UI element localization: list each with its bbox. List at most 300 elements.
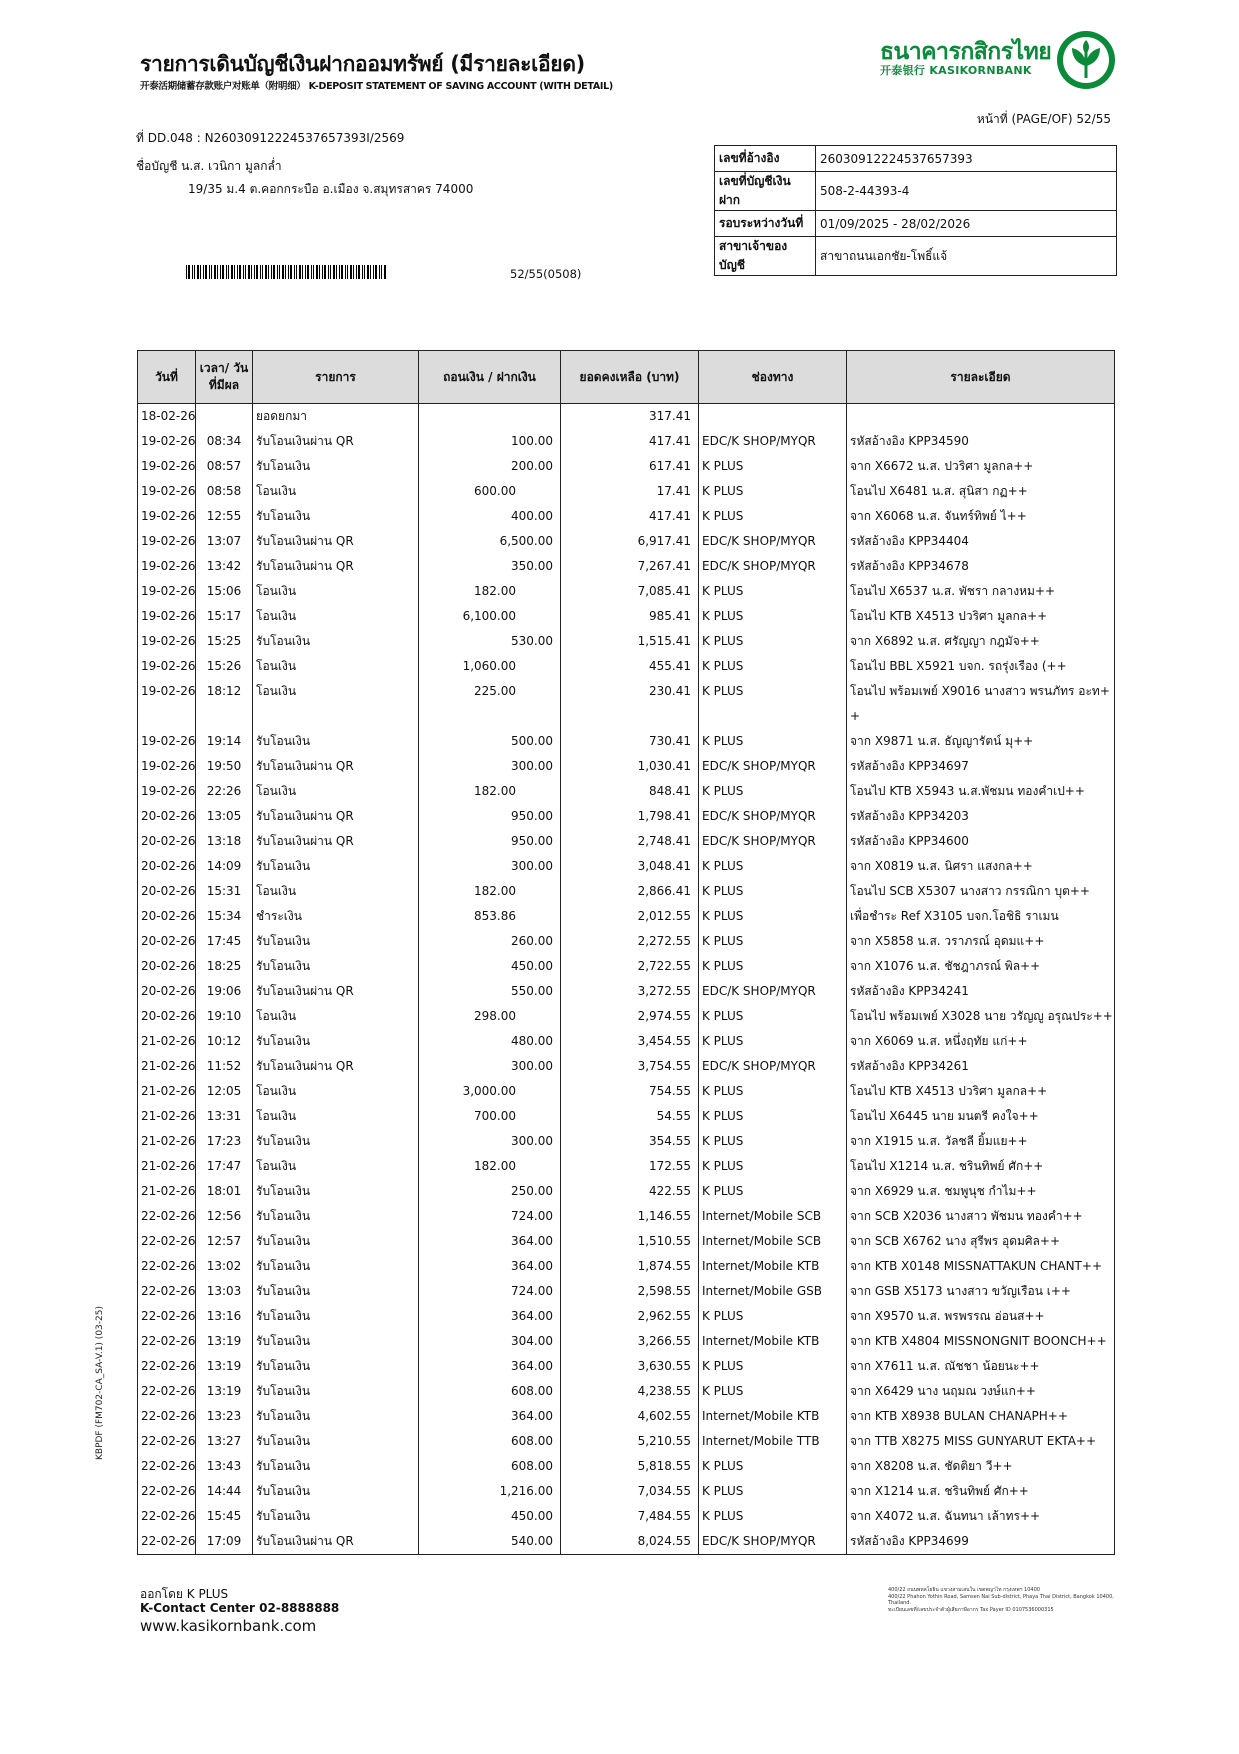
cell-date: 19-02-26 [138, 604, 196, 629]
cell-deposit: 1,216.00 [499, 1484, 553, 1498]
cell-balance: 3,754.55 [561, 1054, 699, 1079]
cell-date: 22-02-26 [138, 1204, 196, 1229]
cell-item: ยอดยกมา [253, 404, 419, 430]
cell-detail: จาก X1214 น.ส. ชรินทิพย์ ศัก++ [847, 1479, 1115, 1504]
cell-detail: โอนไป X6537 น.ส. พัชรา กลางหม++ [847, 579, 1115, 604]
cell-detail: รหัสอ้างอิง KPP34678 [847, 554, 1115, 579]
cell-deposit: 450.00 [511, 959, 553, 973]
cell-date: 22-02-26 [138, 1504, 196, 1529]
cell-item: ชำระเงิน [253, 904, 419, 929]
cell-channel: EDC/K SHOP/MYQR [699, 1054, 847, 1079]
cell-date: 22-02-26 [138, 1529, 196, 1555]
cell-date: 21-02-26 [138, 1029, 196, 1054]
table-row [138, 454, 1115, 479]
cell-deposit: 550.00 [511, 984, 553, 998]
cell-date: 18-02-26 [138, 404, 196, 430]
cell-balance: 17.41 [561, 479, 699, 504]
cell-amount [419, 1479, 561, 1504]
table-row [138, 1254, 1115, 1279]
cell-deposit: 480.00 [511, 1034, 553, 1048]
cell-balance: 730.41 [561, 729, 699, 754]
cell-channel [699, 404, 847, 430]
transactions-table [137, 350, 1115, 1555]
cell-time: 18:25 [196, 954, 253, 979]
cell-date: 22-02-26 [138, 1354, 196, 1379]
cell-amount [419, 804, 561, 829]
cell-time: 13:27 [196, 1429, 253, 1454]
cell-channel: K PLUS [699, 1004, 847, 1029]
col-item-header: รายการ [253, 351, 419, 404]
cell-balance: 8,024.55 [561, 1529, 699, 1555]
cell-channel: Internet/Mobile SCB [699, 1229, 847, 1254]
cell-amount [419, 1429, 561, 1454]
cell-deposit: 300.00 [511, 1134, 553, 1148]
cell-item: รับโอนเงิน [253, 1454, 419, 1479]
cell-withdraw: 182.00 [474, 584, 516, 598]
cell-balance: 1,146.55 [561, 1204, 699, 1229]
table-row [138, 754, 1115, 779]
cell-time: 18:01 [196, 1179, 253, 1204]
website: www.kasikornbank.com [140, 1617, 317, 1635]
cell-amount [419, 1229, 561, 1254]
cell-balance: 2,272.55 [561, 929, 699, 954]
cell-item: รับโอนเงิน [253, 1129, 419, 1154]
cell-withdraw: 3,000.00 [462, 1084, 516, 1098]
cell-amount [419, 1454, 561, 1479]
table-row [138, 954, 1115, 979]
table-row [138, 1429, 1115, 1454]
cell-deposit: 500.00 [511, 734, 553, 748]
barcode [186, 265, 388, 279]
cell-balance: 1,510.55 [561, 1229, 699, 1254]
cell-channel: K PLUS [699, 1304, 847, 1329]
cell-channel: K PLUS [699, 1154, 847, 1179]
cell-time: 08:34 [196, 429, 253, 454]
cell-deposit: 350.00 [511, 559, 553, 573]
cell-time: 19:06 [196, 979, 253, 1004]
cell-balance: 417.41 [561, 429, 699, 454]
cell-item: รับโอนเงิน [253, 1179, 419, 1204]
bank-name-en: 开泰银行 KASIKORNBANK [880, 64, 1032, 77]
cell-time: 13:43 [196, 1454, 253, 1479]
cell-deposit: 250.00 [511, 1184, 553, 1198]
table-row [138, 829, 1115, 854]
cell-time: 15:06 [196, 579, 253, 604]
cell-amount [419, 779, 561, 804]
table-row [138, 1454, 1115, 1479]
cell-item: โอนเงิน [253, 779, 419, 804]
cell-date: 20-02-26 [138, 954, 196, 979]
cell-detail: จาก X9570 น.ส. พรพรรณ อ่อนส++ [847, 1304, 1115, 1329]
cell-deposit: 530.00 [511, 634, 553, 648]
cell-amount [419, 654, 561, 679]
cell-amount [419, 979, 561, 1004]
cell-detail: จาก X6429 นาง นฤมณ วงษ์แก++ [847, 1379, 1115, 1404]
cell-balance: 7,484.55 [561, 1504, 699, 1529]
cell-detail: จาก SCB X2036 นางสาว พัชมน ทองคำ++ [847, 1204, 1115, 1229]
cell-channel: K PLUS [699, 954, 847, 979]
cell-channel: K PLUS [699, 729, 847, 754]
cell-channel: EDC/K SHOP/MYQR [699, 804, 847, 829]
cell-channel: K PLUS [699, 454, 847, 479]
cell-item: โอนเงิน [253, 654, 419, 679]
cell-date: 22-02-26 [138, 1279, 196, 1304]
cell-item: รับโอนเงิน [253, 629, 419, 654]
cell-deposit: 450.00 [511, 1509, 553, 1523]
cell-time: 19:14 [196, 729, 253, 754]
cell-time: 13:05 [196, 804, 253, 829]
table-row [138, 1054, 1115, 1079]
cell-balance: 7,267.41 [561, 554, 699, 579]
cell-item: รับโอนเงิน [253, 1204, 419, 1229]
cell-detail: รหัสอ้างอิง KPP34203 [847, 804, 1115, 829]
cell-balance: 3,454.55 [561, 1029, 699, 1054]
cell-balance: 455.41 [561, 654, 699, 679]
cell-balance: 1,515.41 [561, 629, 699, 654]
cell-detail: จาก X6069 น.ส. หนึ่งฤทัย แก่++ [847, 1029, 1115, 1054]
table-row [138, 1029, 1115, 1054]
cell-amount [419, 579, 561, 604]
branch-value: สาขาถนนเอกชัย-โพธิ์แจ้ [816, 237, 1117, 276]
cell-time: 12:55 [196, 504, 253, 529]
cell-amount [419, 1254, 561, 1279]
cell-balance: 3,048.41 [561, 854, 699, 879]
cell-channel: K PLUS [699, 1029, 847, 1054]
cell-detail: จาก KTB X0148 MISSNATTAKUN CHANT++ [847, 1254, 1115, 1279]
cell-date: 19-02-26 [138, 679, 196, 729]
cell-date: 21-02-26 [138, 1154, 196, 1179]
table-row [138, 904, 1115, 929]
cell-deposit: 608.00 [511, 1459, 553, 1473]
cell-channel: EDC/K SHOP/MYQR [699, 979, 847, 1004]
cell-item: รับโอนเงิน [253, 1254, 419, 1279]
cell-date: 19-02-26 [138, 479, 196, 504]
cell-withdraw: 853.86 [474, 909, 516, 923]
table-row [138, 879, 1115, 904]
cell-balance: 230.41 [561, 679, 699, 729]
cell-amount [419, 954, 561, 979]
table-row [138, 1104, 1115, 1129]
cell-withdraw: 1,060.00 [462, 659, 516, 673]
cell-date: 21-02-26 [138, 1129, 196, 1154]
cell-channel: K PLUS [699, 604, 847, 629]
cell-deposit: 608.00 [511, 1384, 553, 1398]
cell-item: รับโอนเงิน [253, 729, 419, 754]
table-row [138, 429, 1115, 454]
cell-date: 20-02-26 [138, 904, 196, 929]
cell-deposit: 364.00 [511, 1309, 553, 1323]
kasikornbank-logo-icon [1056, 30, 1116, 90]
cell-item: รับโอนเงิน [253, 854, 419, 879]
cell-detail: จาก X6892 น.ส. ศรัญญา กฎมัจ++ [847, 629, 1115, 654]
cell-deposit: 364.00 [511, 1234, 553, 1248]
cell-detail: โอนไป KTB X5943 น.ส.พัชมน ทองคำเป++ [847, 779, 1115, 804]
cell-channel: K PLUS [699, 1079, 847, 1104]
cell-withdraw: 182.00 [474, 1159, 516, 1173]
cell-balance: 5,818.55 [561, 1454, 699, 1479]
cell-detail: จาก SCB X6762 นาง สุรีพร อุดมศิล++ [847, 1229, 1115, 1254]
bank-address-small-print [888, 1587, 1118, 1613]
cell-amount [419, 1129, 561, 1154]
document-number: ที่ DD.048 : N26030912224537657393I/2569 [136, 131, 405, 145]
cell-date: 19-02-26 [138, 729, 196, 754]
cell-amount [419, 1004, 561, 1029]
period-value: 01/09/2025 - 28/02/2026 [816, 211, 1117, 237]
cell-channel: K PLUS [699, 629, 847, 654]
cell-item: โอนเงิน [253, 604, 419, 629]
cell-deposit: 300.00 [511, 859, 553, 873]
cell-amount [419, 1029, 561, 1054]
cell-item: รับโอนเงิน [253, 454, 419, 479]
cell-detail: จาก KTB X4804 MISSNONGNIT BOONCH++ [847, 1329, 1115, 1354]
table-row [138, 729, 1115, 754]
cell-time: 17:47 [196, 1154, 253, 1179]
cell-time: 22:26 [196, 779, 253, 804]
table-row [138, 1304, 1115, 1329]
table-row [138, 1004, 1115, 1029]
cell-deposit: 540.00 [511, 1534, 553, 1548]
cell-item: โอนเงิน [253, 1104, 419, 1129]
cell-channel: K PLUS [699, 479, 847, 504]
table-row [138, 404, 1115, 430]
branch-label: สาขาเจ้าของบัญชี [715, 237, 816, 276]
cell-item: รับโอนเงินผ่าน QR [253, 804, 419, 829]
table-row [138, 929, 1115, 954]
cell-time: 12:56 [196, 1204, 253, 1229]
cell-date: 22-02-26 [138, 1329, 196, 1354]
cell-channel: EDC/K SHOP/MYQR [699, 429, 847, 454]
cell-amount [419, 429, 561, 454]
contact-center: K-Contact Center 02-8888888 [140, 1601, 340, 1615]
cell-amount [419, 404, 561, 430]
cell-detail: รหัสอ้างอิง KPP34241 [847, 979, 1115, 1004]
cell-deposit: 364.00 [511, 1359, 553, 1373]
small-print-line: 400/22 ถนนพหลโยธิน แขวงสามเสนใน เขตพญาไท กรุงเทพฯ 10400 [888, 1587, 1040, 1593]
cell-detail: จาก X6929 น.ส. ชมพูนุช กำไม++ [847, 1179, 1115, 1204]
cell-amount [419, 754, 561, 779]
account-info-box [714, 145, 1117, 276]
table-row [138, 779, 1115, 804]
cell-deposit: 300.00 [511, 759, 553, 773]
cell-time: 13:19 [196, 1379, 253, 1404]
page-indicator: หน้าที่ (PAGE/OF) 52/55 [976, 112, 1111, 126]
cell-date: 22-02-26 [138, 1254, 196, 1279]
cell-date: 22-02-26 [138, 1454, 196, 1479]
cell-withdraw: 298.00 [474, 1009, 516, 1023]
cell-item: รับโอนเงิน [253, 1504, 419, 1529]
cell-detail: จาก X4072 น.ส. ฉันทนา เล้าทร++ [847, 1504, 1115, 1529]
cell-detail: จาก X6068 น.ส. จันทร์ทิพย์ ไ++ [847, 504, 1115, 529]
cell-withdraw: 225.00 [474, 684, 516, 698]
cell-balance: 317.41 [561, 404, 699, 430]
table-row [138, 679, 1115, 729]
cell-withdraw: 600.00 [474, 484, 516, 498]
cell-amount [419, 1079, 561, 1104]
cell-channel: K PLUS [699, 1379, 847, 1404]
cell-item: รับโอนเงิน [253, 1379, 419, 1404]
cell-date: 19-02-26 [138, 629, 196, 654]
cell-channel: EDC/K SHOP/MYQR [699, 1529, 847, 1555]
cell-time: 13:31 [196, 1104, 253, 1129]
cell-time: 15:45 [196, 1504, 253, 1529]
cell-balance: 2,962.55 [561, 1304, 699, 1329]
cell-amount [419, 1279, 561, 1304]
cell-date: 19-02-26 [138, 579, 196, 604]
cell-deposit: 364.00 [511, 1259, 553, 1273]
table-row [138, 554, 1115, 579]
cell-item: รับโอนเงินผ่าน QR [253, 979, 419, 1004]
cell-amount [419, 1204, 561, 1229]
small-print-line: 400/22 Phahon Yothin Road, Samsen Nai Sub-district, Phaya Thai District, Bangkok 10400, Thailand. [888, 1593, 1114, 1606]
cell-date: 20-02-26 [138, 879, 196, 904]
cell-time: 12:05 [196, 1079, 253, 1104]
cell-channel: K PLUS [699, 929, 847, 954]
cell-detail: จาก X5858 น.ส. วราภรณ์ อุดมแ++ [847, 929, 1115, 954]
cell-deposit: 950.00 [511, 834, 553, 848]
cell-date: 20-02-26 [138, 804, 196, 829]
cell-amount [419, 904, 561, 929]
table-row [138, 1129, 1115, 1154]
cell-amount [419, 929, 561, 954]
table-row [138, 1379, 1115, 1404]
cell-balance: 7,085.41 [561, 579, 699, 604]
cell-channel: K PLUS [699, 1354, 847, 1379]
cell-time: 15:26 [196, 654, 253, 679]
cell-detail: จาก X7611 น.ส. ณัชชา น้อยนะ++ [847, 1354, 1115, 1379]
cell-balance: 2,974.55 [561, 1004, 699, 1029]
cell-amount [419, 1354, 561, 1379]
cell-date: 21-02-26 [138, 1054, 196, 1079]
cell-amount [419, 1154, 561, 1179]
statement-subtitle: 开泰活期储蓄存款账户对账单（附明细） K-DEPOSIT STATEMENT OF SAVING ACCOUNT (WITH DETAIL) [140, 81, 613, 92]
cell-channel: K PLUS [699, 1129, 847, 1154]
cell-detail: โอนไป BBL X5921 บจก. รถรุ่งเรือง (++ [847, 654, 1115, 679]
cell-withdraw: 182.00 [474, 884, 516, 898]
account-number-label: เลขที่บัญชีเงินฝาก [715, 172, 816, 211]
cell-date: 22-02-26 [138, 1429, 196, 1454]
cell-time: 19:10 [196, 1004, 253, 1029]
cell-date: 19-02-26 [138, 654, 196, 679]
cell-deposit: 304.00 [511, 1334, 553, 1348]
cell-detail: จาก X0819 น.ส. นิศรา แสงกล++ [847, 854, 1115, 879]
cell-amount [419, 1329, 561, 1354]
cell-channel: K PLUS [699, 504, 847, 529]
cell-channel: Internet/Mobile KTB [699, 1254, 847, 1279]
table-row [138, 1154, 1115, 1179]
cell-time: 13:16 [196, 1304, 253, 1329]
cell-time: 18:12 [196, 679, 253, 729]
col-amount-header: ถอนเงิน / ฝากเงิน [419, 351, 561, 404]
table-row [138, 804, 1115, 829]
cell-detail: จาก X6672 น.ส. ปวริศา มูลกล++ [847, 454, 1115, 479]
cell-date: 22-02-26 [138, 1479, 196, 1504]
cell-detail: จาก X8208 น.ส. ชัดติยา วี++ [847, 1454, 1115, 1479]
table-row [138, 1404, 1115, 1429]
cell-detail: รหัสอ้างอิง KPP34600 [847, 829, 1115, 854]
cell-channel: K PLUS [699, 1454, 847, 1479]
cell-amount [419, 679, 561, 729]
cell-amount [419, 1304, 561, 1329]
col-channel-header: ช่องทาง [699, 351, 847, 404]
cell-detail: โอนไป พร้อมเพย์ X3028 นาย วรัญญู อรุณประ++ [847, 1004, 1115, 1029]
cell-item: รับโอนเงินผ่าน QR [253, 554, 419, 579]
cell-channel: Internet/Mobile KTB [699, 1329, 847, 1354]
cell-item: โอนเงิน [253, 679, 419, 729]
cell-detail: รหัสอ้างอิง KPP34699 [847, 1529, 1115, 1555]
cell-balance: 3,630.55 [561, 1354, 699, 1379]
cell-item: รับโอนเงิน [253, 1304, 419, 1329]
cell-channel: Internet/Mobile GSB [699, 1279, 847, 1304]
cell-item: รับโอนเงิน [253, 1329, 419, 1354]
cell-detail: รหัสอ้างอิง KPP34261 [847, 1054, 1115, 1079]
cell-item: รับโอนเงิน [253, 1404, 419, 1429]
cell-deposit: 400.00 [511, 509, 553, 523]
cell-time: 13:19 [196, 1329, 253, 1354]
cell-time: 08:58 [196, 479, 253, 504]
statement-title: รายการเดินบัญชีเงินฝากออมทรัพย์ (มีรายละเอียด) [140, 52, 585, 76]
cell-date: 21-02-26 [138, 1079, 196, 1104]
cell-detail: เพื่อชำระ Ref X3105 บจก.โอชิธิ ราเมน [847, 904, 1115, 929]
cell-date: 22-02-26 [138, 1304, 196, 1329]
cell-amount [419, 829, 561, 854]
table-row [138, 1279, 1115, 1304]
cell-item: รับโอนเงินผ่าน QR [253, 829, 419, 854]
table-header-row [138, 351, 1115, 404]
cell-time: 14:09 [196, 854, 253, 879]
cell-time: 13:18 [196, 829, 253, 854]
cell-date: 22-02-26 [138, 1229, 196, 1254]
cell-item: โอนเงิน [253, 1004, 419, 1029]
ref-label: เลขที่อ้างอิง [715, 146, 816, 172]
cell-time: 17:09 [196, 1529, 253, 1555]
barcode-text: 52/55(0508) [510, 267, 582, 281]
cell-time: 17:23 [196, 1129, 253, 1154]
cell-deposit: 100.00 [511, 434, 553, 448]
cell-balance: 354.55 [561, 1129, 699, 1154]
cell-balance: 1,798.41 [561, 804, 699, 829]
cell-date: 20-02-26 [138, 1004, 196, 1029]
cell-amount [419, 504, 561, 529]
table-row [138, 1179, 1115, 1204]
ref-value: 26030912224537657393 [816, 146, 1117, 172]
cell-item: โอนเงิน [253, 479, 419, 504]
cell-amount [419, 529, 561, 554]
cell-deposit: 724.00 [511, 1209, 553, 1223]
cell-time: 08:57 [196, 454, 253, 479]
table-row [138, 979, 1115, 1004]
cell-balance: 3,272.55 [561, 979, 699, 1004]
cell-amount [419, 1379, 561, 1404]
cell-channel: EDC/K SHOP/MYQR [699, 754, 847, 779]
cell-time: 13:02 [196, 1254, 253, 1279]
cell-item: รับโอนเงิน [253, 1229, 419, 1254]
cell-date: 22-02-26 [138, 1379, 196, 1404]
cell-balance: 422.55 [561, 1179, 699, 1204]
cell-balance: 848.41 [561, 779, 699, 804]
cell-date: 20-02-26 [138, 929, 196, 954]
table-row [138, 854, 1115, 879]
cell-time: 15:31 [196, 879, 253, 904]
cell-channel: EDC/K SHOP/MYQR [699, 554, 847, 579]
table-row [138, 1529, 1115, 1555]
period-label: รอบระหว่างวันที่ [715, 211, 816, 237]
cell-amount [419, 729, 561, 754]
cell-time: 13:19 [196, 1354, 253, 1379]
cell-balance: 2,748.41 [561, 829, 699, 854]
cell-channel: K PLUS [699, 854, 847, 879]
cell-detail: จาก KTB X8938 BULAN CHANAPH++ [847, 1404, 1115, 1429]
table-row [138, 504, 1115, 529]
